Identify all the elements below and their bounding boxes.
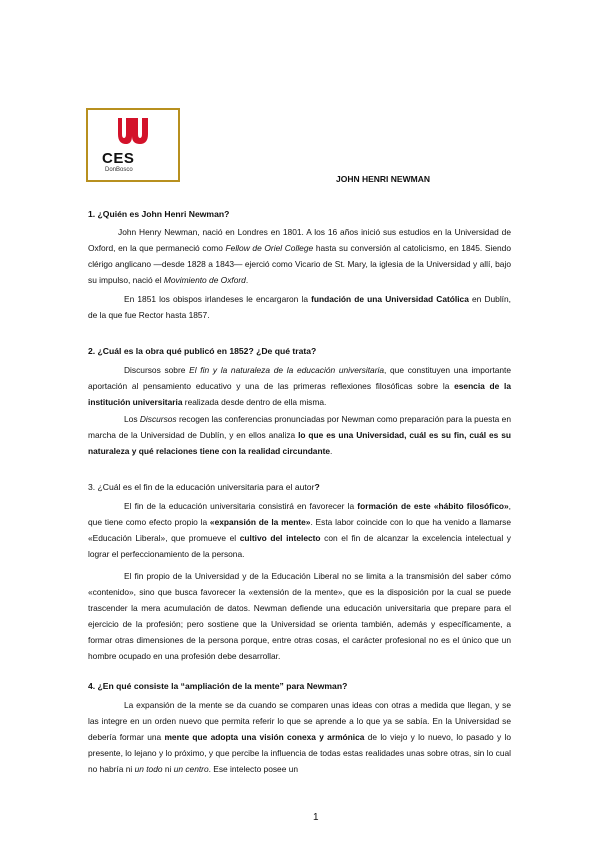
logo-subtitle: DonBosco — [105, 167, 133, 173]
section-3-paragraph-2: El fin propio de la Universidad y de la Educación Liberal no se limita a la transmisión del saber cómo «contenido», sino que busca favorecer la «extensión de la mente», que es la disposición por la cual se puede trascender la mera acumulación de datos. Newman defiende una educación universitaria que prepare para el ejercicio de la profesión; pero sostiene que la Universidad se orienta también, además y específicamente, a formar otras dimensiones de la persona porque, entre otras cosas, el carácter profesional no es el único que un hombre ocupado en una profesión debe desarrollar. — [88, 571, 511, 662]
section-4-paragraph-1: La expansión de la mente se da cuando se comparen unas ideas con otras a medida que llegan, y se las integre en un orden nuevo que permita referir lo que se aprende a lo que ya se sabía. En la Universidad se debería formar una mente que adopta una visión conexa y armónica de lo viejo y lo nuevo, lo pasado y lo presente, lo lejano y lo próximo, y que percibe la influencia de todas estas realidades unas sobre otras, sin lo cual no habría ni un todo ni un centro. Ese intelecto posee un — [88, 700, 511, 775]
question-4-heading: 4. ¿En qué consiste la “ampliación de la mente” para Newman? — [88, 681, 348, 691]
section-2-paragraph-1: Discursos sobre El fin y la naturaleza de la educación universitaria, que constituyen una importante aportación al pensamiento educativo y una de las primeras reflexiones filosóficas sobre la esencia de la institución universitaria realizada desde dentro de ella misma. — [88, 365, 512, 408]
question-3-heading: 3. ¿Cuál es el fin de la educación universitaria para el autor? — [88, 482, 320, 492]
section-1-paragraph-2: En 1851 los obispos irlandeses le encargaron la fundación de una Universidad Católica en Dublín, de la que fue Rector hasta 1857. — [88, 294, 511, 321]
section-1-paragraph-1: John Henry Newman, nació en Londres en 1801. A los 16 años inició sus estudios en la Universidad de Oxford, en la que permaneció como Fellow de Oriel College hasta su conversión al catolicismo, en 1845. Siendo clérigo anglicano —desde 1828 a 1843— ejerció como Vicario de St. Mary, la iglesia de la Universidad y allí, bajo su impulso, nació el Movimiento de Oxford. — [88, 227, 511, 286]
logo-ces-text: CES — [102, 150, 135, 167]
question-1-heading: 1. ¿Quién es John Henri Newman? — [88, 209, 230, 219]
section-3-paragraph-1: El fin de la educación universitaria consistirá en favorecer la formación de este «hábito filosófico», que tiene como efecto propio la «expansión de la mente». Esta labor coincide con lo que ha venido a llamarse «Educación Liberal», que promueve el cultivo del intelecto con el fin de alcanzar la excelencia intelectual y lograr el perfeccionamiento de la persona. — [88, 501, 511, 560]
ces-logo — [86, 108, 180, 182]
question-2-heading: 2. ¿Cuál es la obra qué publicó en 1852? ¿De qué trata? — [88, 346, 317, 356]
document-title: JOHN HENRI NEWMAN — [336, 174, 430, 184]
page-number: 1 — [313, 812, 319, 823]
ces-logo-mark-icon — [88, 110, 178, 180]
section-2-paragraph-2: Los Discursos recogen las conferencias pronunciadas por Newman como preparación para la puesta en marcha de la Universidad de Dublín, y en ellos analiza lo que es una Universidad, cuál es su fin, cuál es su naturaleza y qué relaciones tiene con la realidad circundante. — [88, 414, 511, 457]
